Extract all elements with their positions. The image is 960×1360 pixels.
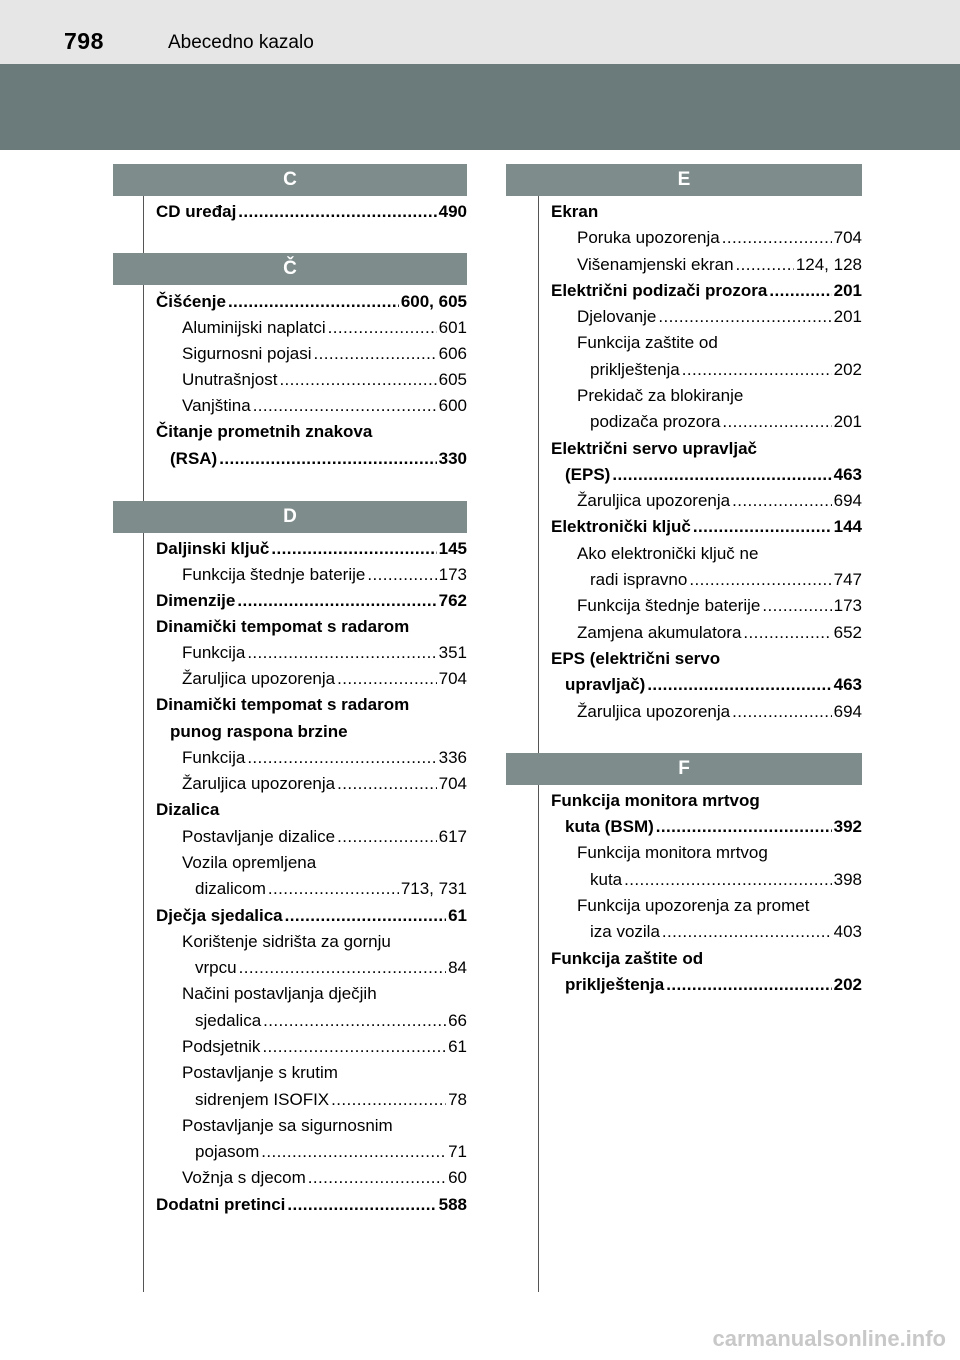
index-entry [577, 226, 862, 250]
index-entry [195, 877, 467, 901]
entry-text: Funkcija zaštite od [577, 333, 718, 352]
entry-text: Funkcija monitora mrtvog [551, 791, 760, 810]
entry-page: 490 [438, 202, 467, 221]
index-entry [182, 1035, 467, 1059]
entry-text: Zamjena akumulatora [577, 623, 742, 642]
entry-text: Načini postavljanja dječjih [182, 984, 377, 1003]
index-entry [182, 316, 467, 340]
header-bar [0, 0, 960, 64]
entry-text: Funkcija štednje baterije [577, 596, 761, 615]
page-number: 798 [64, 28, 104, 54]
entry-text: Funkcija monitora mrtvog [577, 843, 768, 862]
entry-text: vrpcu [195, 958, 237, 977]
index-entry [590, 358, 862, 382]
index-entry [590, 568, 862, 592]
index-entry [551, 789, 862, 813]
entry-text: kuta [590, 870, 623, 889]
letter-header-c: C [113, 164, 467, 196]
entry-text: (EPS) [565, 465, 611, 484]
index-entry [590, 868, 862, 892]
entry-page: 605 [438, 370, 467, 389]
index-entry [182, 394, 467, 418]
page-title: Abecedno kazalo [168, 32, 314, 53]
letter-header-d: D [113, 501, 467, 533]
entry-text: Ako elektronički ključ ne [577, 544, 759, 563]
letter-header-c-caron: Č [113, 253, 467, 285]
entry-text: Elektronički ključ [551, 517, 691, 536]
entry-page: 144 [833, 517, 862, 536]
entry-text: Električni podizači prozora [551, 281, 768, 300]
entry-text: sjedalica [195, 1011, 262, 1030]
index-entry [156, 1193, 467, 1217]
entry-page: 601 [438, 318, 467, 337]
index-entry [577, 542, 862, 566]
entry-text: Funkcija štednje baterije [182, 565, 366, 584]
entry-page: 60 [448, 1168, 467, 1187]
entry-text: pojasom [195, 1142, 260, 1161]
index-entry [182, 667, 467, 691]
index-entry [590, 410, 862, 434]
entry-text: Dinamički tempomat s radarom [156, 617, 410, 636]
index-entry [182, 563, 467, 587]
index-entry [182, 1061, 467, 1085]
index-entry [182, 825, 467, 849]
index-entry [156, 290, 467, 314]
index-entry [565, 673, 862, 697]
entry-text: Podsjetnik [182, 1037, 261, 1056]
entry-text: Postavljanje dizalice [182, 827, 336, 846]
entry-page: 403 [833, 922, 862, 941]
entry-text: Funkcija zaštite od [551, 949, 704, 968]
index-entry [156, 537, 467, 561]
index-entry [182, 746, 467, 770]
entry-page: 694 [833, 702, 862, 721]
index-entry [156, 200, 467, 224]
entry-page: 600, 605 [400, 292, 467, 311]
index-entry [182, 1114, 467, 1138]
index-entry [182, 641, 467, 665]
index-entry [156, 420, 467, 444]
entry-text: Žaruljica upozorenja [577, 491, 731, 510]
header-band [0, 64, 960, 150]
entry-text: Dinamički tempomat s radarom [156, 695, 410, 714]
entry-text: Postavljanje s krutim [182, 1063, 338, 1082]
entry-text: punog raspona brzine [170, 722, 348, 741]
entry-text: Funkcija [182, 643, 246, 662]
index-entry [577, 894, 862, 918]
letter-header-f: F [506, 753, 862, 785]
entry-page: 202 [833, 975, 862, 994]
index-entry [182, 982, 467, 1006]
entry-page: 463 [833, 465, 862, 484]
entry-text: priklještenja [565, 975, 665, 994]
index-entry [565, 463, 862, 487]
index-entry [565, 973, 862, 997]
entry-page: 78 [448, 1090, 467, 1109]
index-entry [577, 489, 862, 513]
entry-text: CD uređaj [156, 202, 237, 221]
entry-page: 173 [833, 596, 862, 615]
entry-text: Funkcija [182, 748, 246, 767]
entry-text: sidrenjem ISOFIX [195, 1090, 330, 1109]
entry-text: Dizalica [156, 800, 220, 819]
entry-text: priklještenja [590, 360, 680, 379]
entry-text: Funkcija upozorenja za promet [577, 896, 810, 915]
entry-page: 330 [438, 449, 467, 468]
entry-page: 463 [833, 675, 862, 694]
entry-text: (RSA) [170, 449, 218, 468]
letter-header-e: E [506, 164, 862, 196]
entry-text: radi ispravno [590, 570, 688, 589]
left-column-rule [143, 196, 144, 1292]
index-entry [551, 647, 862, 671]
index-entry [182, 368, 467, 392]
entry-text: Poruka upozorenja [577, 228, 720, 247]
index-entry [551, 947, 862, 971]
entry-page: 351 [438, 643, 467, 662]
entry-text: Dimenzije [156, 591, 236, 610]
entry-page: 713, 731 [400, 879, 467, 898]
entry-text: Žaruljica upozorenja [577, 702, 731, 721]
entry-page: 202 [833, 360, 862, 379]
index-entry [577, 841, 862, 865]
entry-page: 704 [438, 774, 467, 793]
entry-text: upravljač) [565, 675, 646, 694]
entry-page: 201 [833, 281, 862, 300]
entry-page: 336 [438, 748, 467, 767]
entry-text: Žaruljica upozorenja [182, 774, 336, 793]
entry-text: kuta (BSM) [565, 817, 654, 836]
entry-page: 588 [438, 1195, 467, 1214]
watermark: carmanualsonline.info [712, 1326, 946, 1351]
entry-text: Čišćenje [156, 292, 226, 311]
entry-page: 201 [833, 307, 862, 326]
entry-text: Sigurnosni pojasi [182, 344, 312, 363]
entry-page: 762 [438, 591, 467, 610]
entry-text: iza vozila [590, 922, 660, 941]
index-entry [551, 437, 862, 461]
entry-text: Čitanje prometnih znakova [156, 422, 373, 441]
index-entry [182, 772, 467, 796]
index-entry [156, 693, 467, 717]
entry-page: 398 [833, 870, 862, 889]
entry-text: Električni servo upravljač [551, 439, 757, 458]
index-entry [170, 720, 467, 744]
index-entry [577, 305, 862, 329]
entry-page: 66 [448, 1011, 467, 1030]
index-entry [182, 851, 467, 875]
index-entry [565, 815, 862, 839]
entry-page: 61 [448, 906, 467, 925]
index-entry [182, 1166, 467, 1190]
index-entry [195, 1009, 467, 1033]
index-entry [577, 384, 862, 408]
index-entry [156, 798, 467, 822]
entry-text: podizača prozora [590, 412, 721, 431]
entry-text: Vanjština [182, 396, 251, 415]
entry-page: 600 [438, 396, 467, 415]
entry-text: Unutrašnjost [182, 370, 278, 389]
index-entry [577, 621, 862, 645]
entry-text: Vozila opremljena [182, 853, 317, 872]
entry-text: Ekran [551, 202, 599, 221]
entry-page: 694 [833, 491, 862, 510]
index-entry [156, 615, 467, 639]
index-entry [170, 447, 467, 471]
entry-text: Višenamjenski ekran [577, 255, 734, 274]
index-entry [156, 589, 467, 613]
index-entry [551, 515, 862, 539]
index-entry [590, 920, 862, 944]
entry-text: Aluminijski naplatci [182, 318, 326, 337]
index-entry [577, 700, 862, 724]
entry-page: 704 [438, 669, 467, 688]
index-entry [195, 956, 467, 980]
entry-text: dizalicom [195, 879, 266, 898]
index-entry [156, 904, 467, 928]
index-entry [182, 930, 467, 954]
entry-text: Daljinski ključ [156, 539, 270, 558]
index-entry [195, 1088, 467, 1112]
index-entry [577, 253, 862, 277]
entry-text: Prekidač za blokiranje [577, 386, 744, 405]
right-column-rule [538, 196, 539, 1292]
entry-text: Korištenje sidrišta za gornju [182, 932, 391, 951]
index-entry [182, 342, 467, 366]
entry-page: 145 [438, 539, 467, 558]
entry-page: 747 [833, 570, 862, 589]
index-entry [551, 279, 862, 303]
entry-page: 201 [833, 412, 862, 431]
index-entry [577, 331, 862, 355]
entry-text: Žaruljica upozorenja [182, 669, 336, 688]
index-entry [195, 1140, 467, 1164]
entry-text: Postavljanje sa sigurnosnim [182, 1116, 393, 1135]
entry-page: 173 [438, 565, 467, 584]
entry-text: Vožnja s djecom [182, 1168, 306, 1187]
entry-page: 704 [833, 228, 862, 247]
entry-page: 606 [438, 344, 467, 363]
entry-page: 84 [448, 958, 467, 977]
entry-page: 71 [448, 1142, 467, 1161]
index-entry [577, 594, 862, 618]
entry-text: EPS (električni servo [551, 649, 721, 668]
entry-page: 652 [833, 623, 862, 642]
entry-text: Dječja sjedalica [156, 906, 283, 925]
entry-page: 617 [438, 827, 467, 846]
entry-text: Djelovanje [577, 307, 657, 326]
entry-page: 61 [448, 1037, 467, 1056]
entry-text: Dodatni pretinci [156, 1195, 286, 1214]
index-entry [551, 200, 862, 224]
entry-page: 392 [833, 817, 862, 836]
entry-page: 124, 128 [795, 255, 862, 274]
